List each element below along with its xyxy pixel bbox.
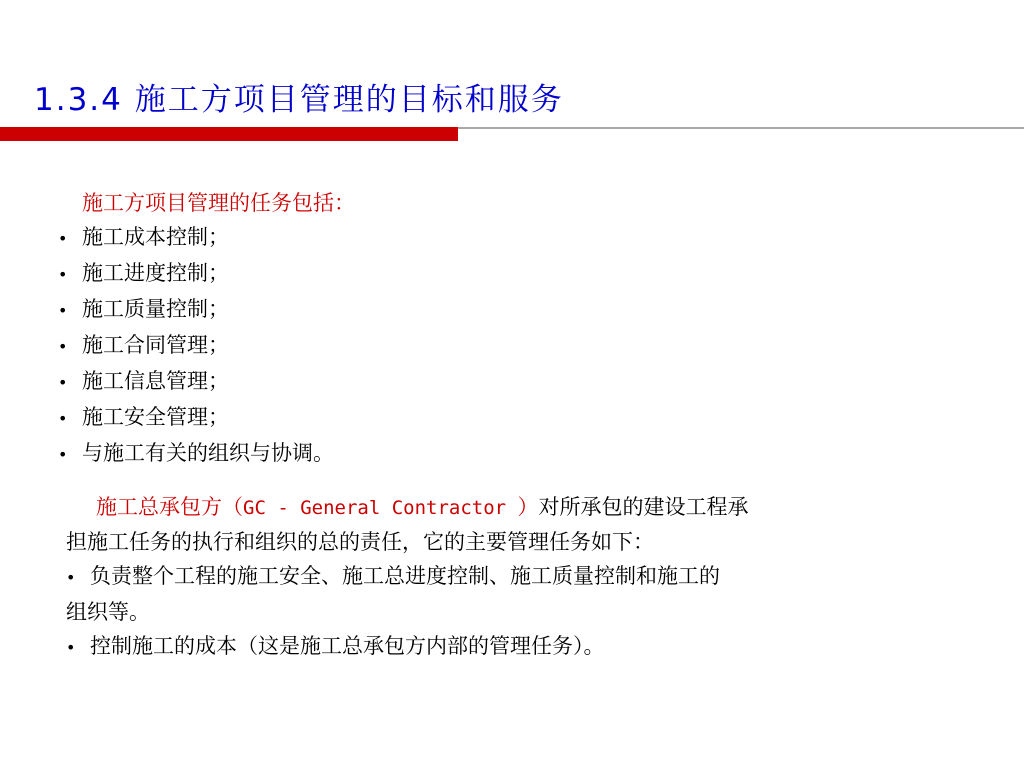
list-item	[58, 436, 958, 472]
list-item-text: 与施工有关的组织与协调。	[82, 441, 334, 465]
bullet-icon: •	[58, 445, 68, 464]
list-item	[58, 328, 958, 364]
list-item-text: 施工合同管理；	[82, 333, 229, 357]
bullet-icon: •	[66, 638, 76, 657]
bullet-icon: •	[58, 301, 68, 320]
gc-description-line1: 对所承包的建设工程承	[538, 495, 749, 519]
gc-description-line2: 担施工任务的执行和组织的总的责任，它的主要管理任务如下：	[66, 530, 654, 554]
list-item	[58, 256, 958, 292]
bullet-icon: •	[58, 337, 68, 356]
general-contractor-section	[66, 490, 966, 665]
list-item	[58, 220, 958, 256]
general-contractor-paragraph	[66, 490, 966, 559]
bullet-icon: •	[58, 409, 68, 428]
list-item-text: 施工信息管理；	[82, 369, 229, 393]
list-item-text: 施工进度控制；	[82, 261, 229, 285]
bullet-icon: •	[58, 265, 68, 284]
bullet-icon: •	[58, 373, 68, 392]
list-item	[58, 400, 958, 436]
title-underline-red	[0, 127, 458, 141]
list-item	[58, 364, 958, 400]
bullet-icon: •	[66, 568, 76, 587]
gc-item-text: 控制施工的成本（这是施工总承包方内部的管理任务）。	[90, 634, 605, 658]
list-item	[58, 292, 958, 328]
title-underline-gray	[458, 127, 1024, 129]
slide-title: 1.3.4 施工方项目管理的目标和服务	[34, 82, 564, 118]
gc-item-text-continued: 组织等。	[66, 600, 150, 624]
list-item-text: 施工质量控制；	[82, 297, 229, 321]
gc-list-item	[66, 629, 966, 665]
gc-term: 施工总承包方（	[96, 495, 243, 519]
list-item-text: 施工安全管理；	[82, 405, 229, 429]
tasks-heading: 施工方项目管理的任务包括：	[82, 191, 355, 215]
gc-list-item	[66, 559, 966, 629]
gc-term-latin: GC - General Contractor	[243, 497, 518, 519]
tasks-section	[58, 186, 958, 472]
task-list	[58, 220, 958, 472]
bullet-icon: •	[58, 229, 68, 248]
list-item-text: 施工成本控制；	[82, 225, 229, 249]
gc-item-text: 负责整个工程的施工安全、施工总进度控制、施工质量控制和施工的	[90, 564, 720, 588]
gc-term-close: ）	[517, 495, 539, 519]
